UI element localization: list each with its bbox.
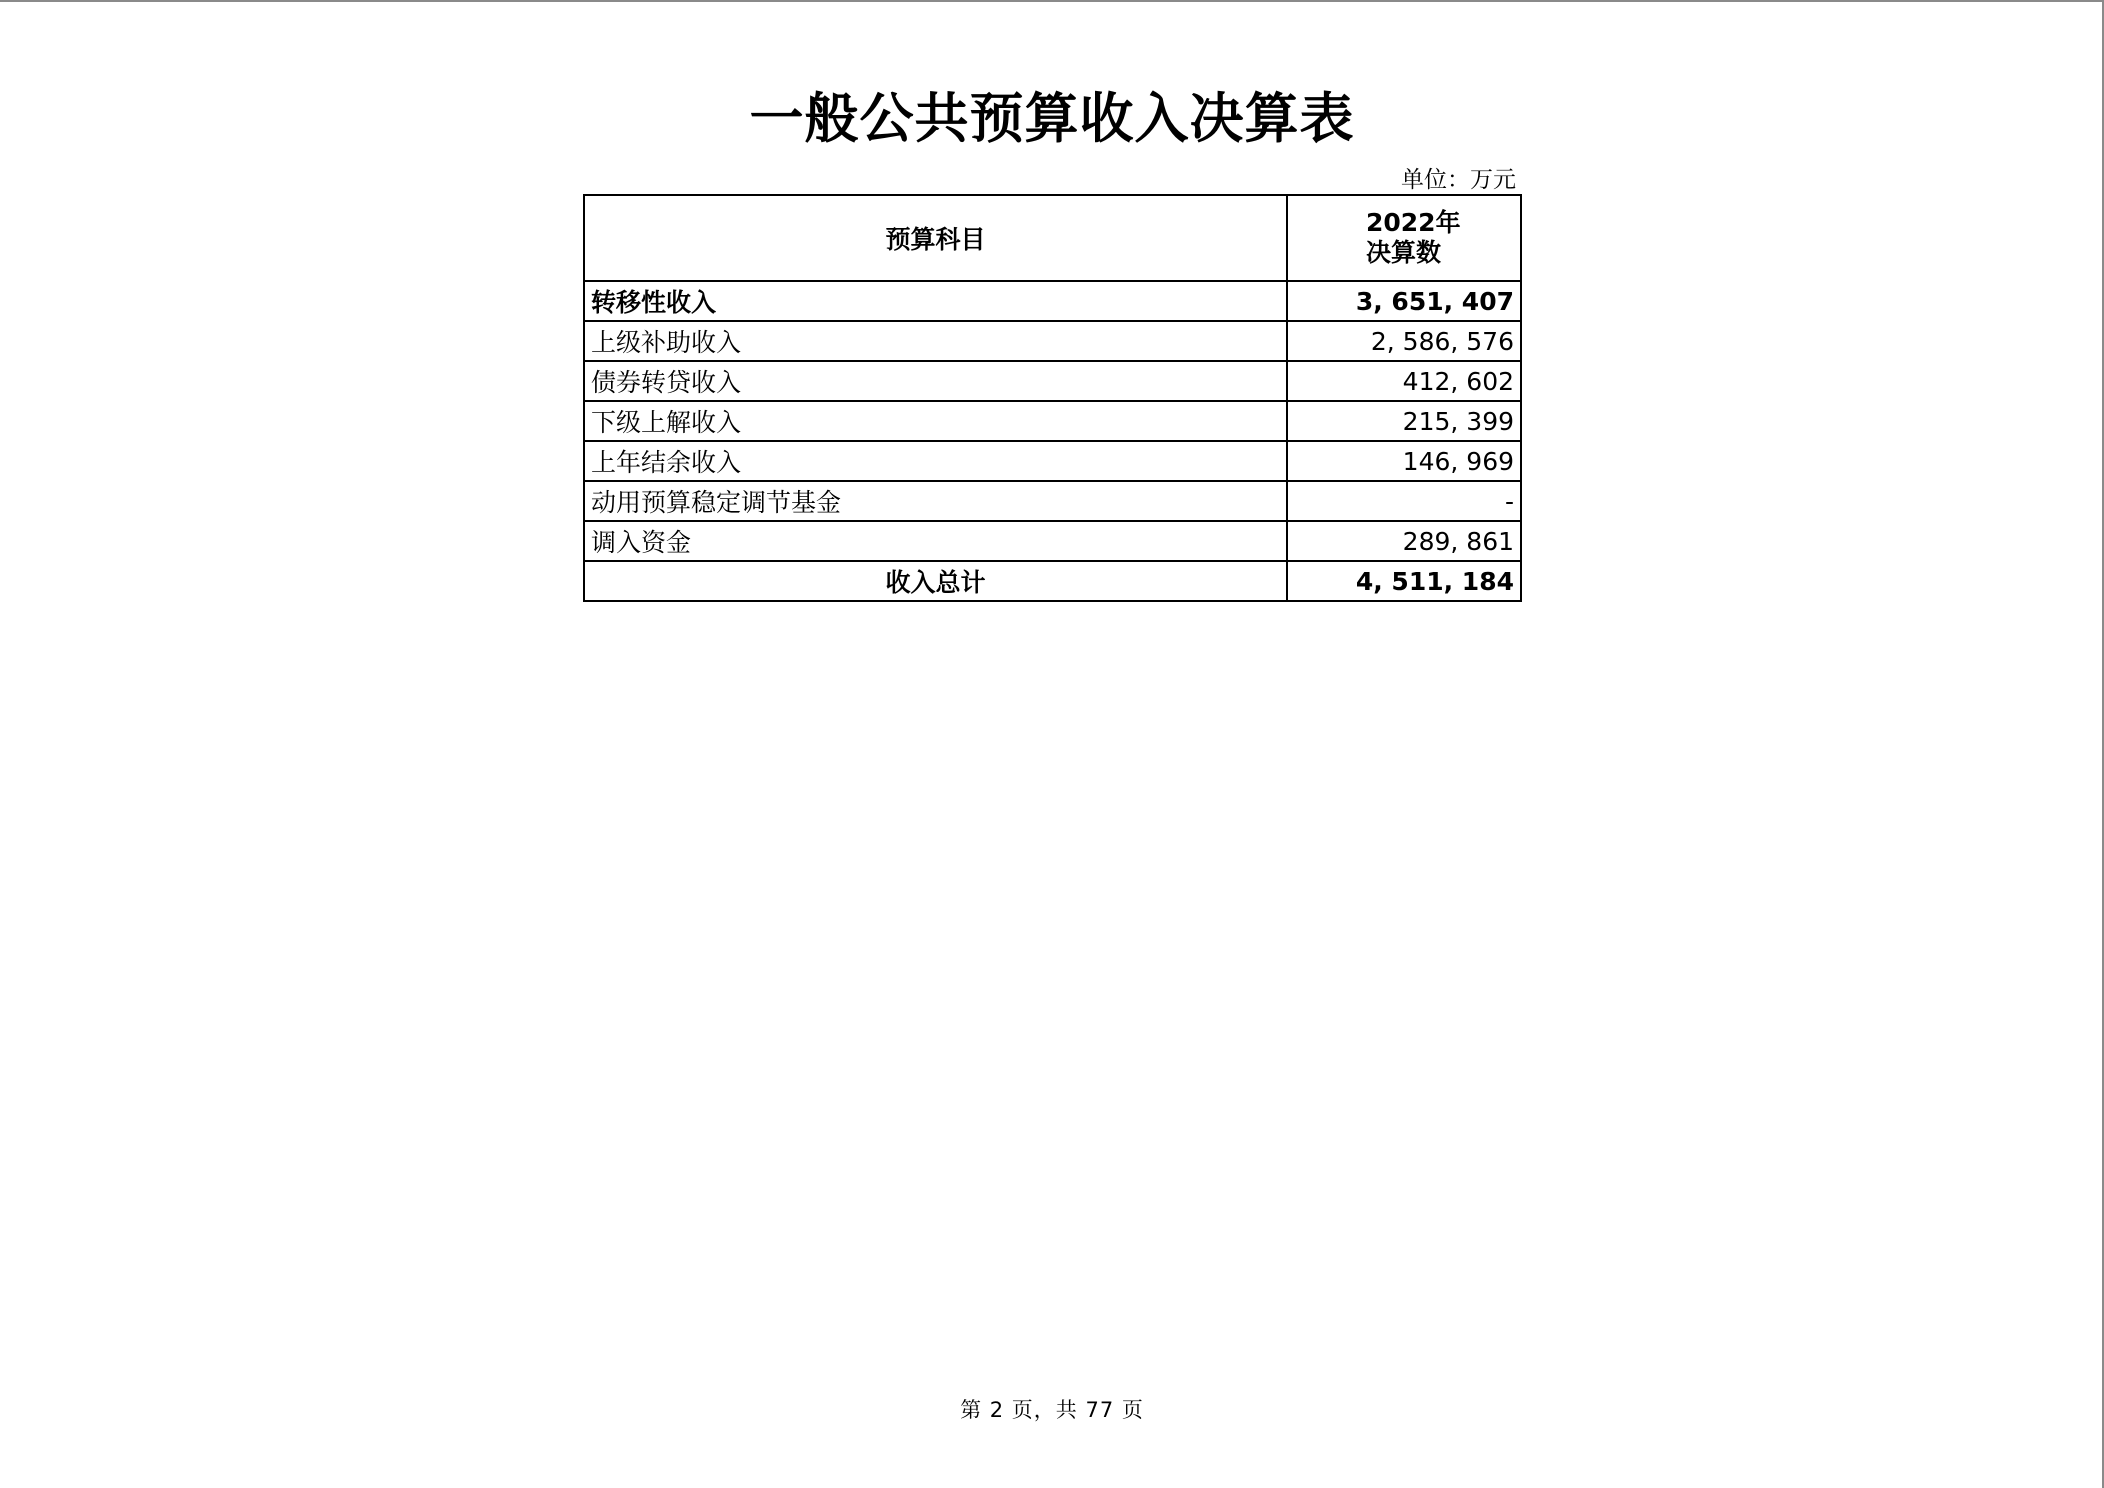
row-value: 215, 399 — [1287, 401, 1521, 441]
table-row — [584, 401, 1521, 441]
row-value: 3, 651, 407 — [1287, 281, 1521, 321]
header-value-label: 决算数 — [1366, 238, 1442, 267]
row-item: 债券转贷收入 — [584, 361, 1287, 401]
row-item: 调入资金 — [584, 521, 1287, 561]
table-row — [584, 321, 1521, 361]
row-item: 动用预算稳定调节基金 — [584, 481, 1287, 521]
row-item: 上年结余收入 — [584, 441, 1287, 481]
table-body — [584, 281, 1521, 601]
total-value: 4, 511, 184 — [1287, 561, 1521, 601]
row-value: 412, 602 — [1287, 361, 1521, 401]
budget-table — [583, 194, 1522, 602]
row-value: 146, 969 — [1287, 441, 1521, 481]
table-row — [584, 521, 1521, 561]
row-value: - — [1287, 481, 1521, 521]
table-row — [584, 361, 1521, 401]
row-value: 289, 861 — [1287, 521, 1521, 561]
unit-label: 单位：万元 — [1401, 167, 1516, 193]
table-row — [584, 281, 1521, 321]
table-header-row — [584, 195, 1521, 281]
row-item: 上级补助收入 — [584, 321, 1287, 361]
header-item: 预算科目 — [584, 195, 1287, 281]
table-total-row — [584, 561, 1521, 601]
header-value — [1287, 195, 1521, 281]
table-row — [584, 481, 1521, 521]
row-item: 下级上解收入 — [584, 401, 1287, 441]
row-item: 转移性收入 — [584, 281, 1287, 321]
table-row — [584, 441, 1521, 481]
page-footer: 第 2 页，共 77 页 — [960, 1398, 1144, 1422]
row-value: 2, 586, 576 — [1287, 321, 1521, 361]
header-value-year: 2022年 — [1366, 208, 1461, 237]
page-title: 一般公共预算收入决算表 — [749, 87, 1355, 150]
total-label: 收入总计 — [584, 561, 1287, 601]
